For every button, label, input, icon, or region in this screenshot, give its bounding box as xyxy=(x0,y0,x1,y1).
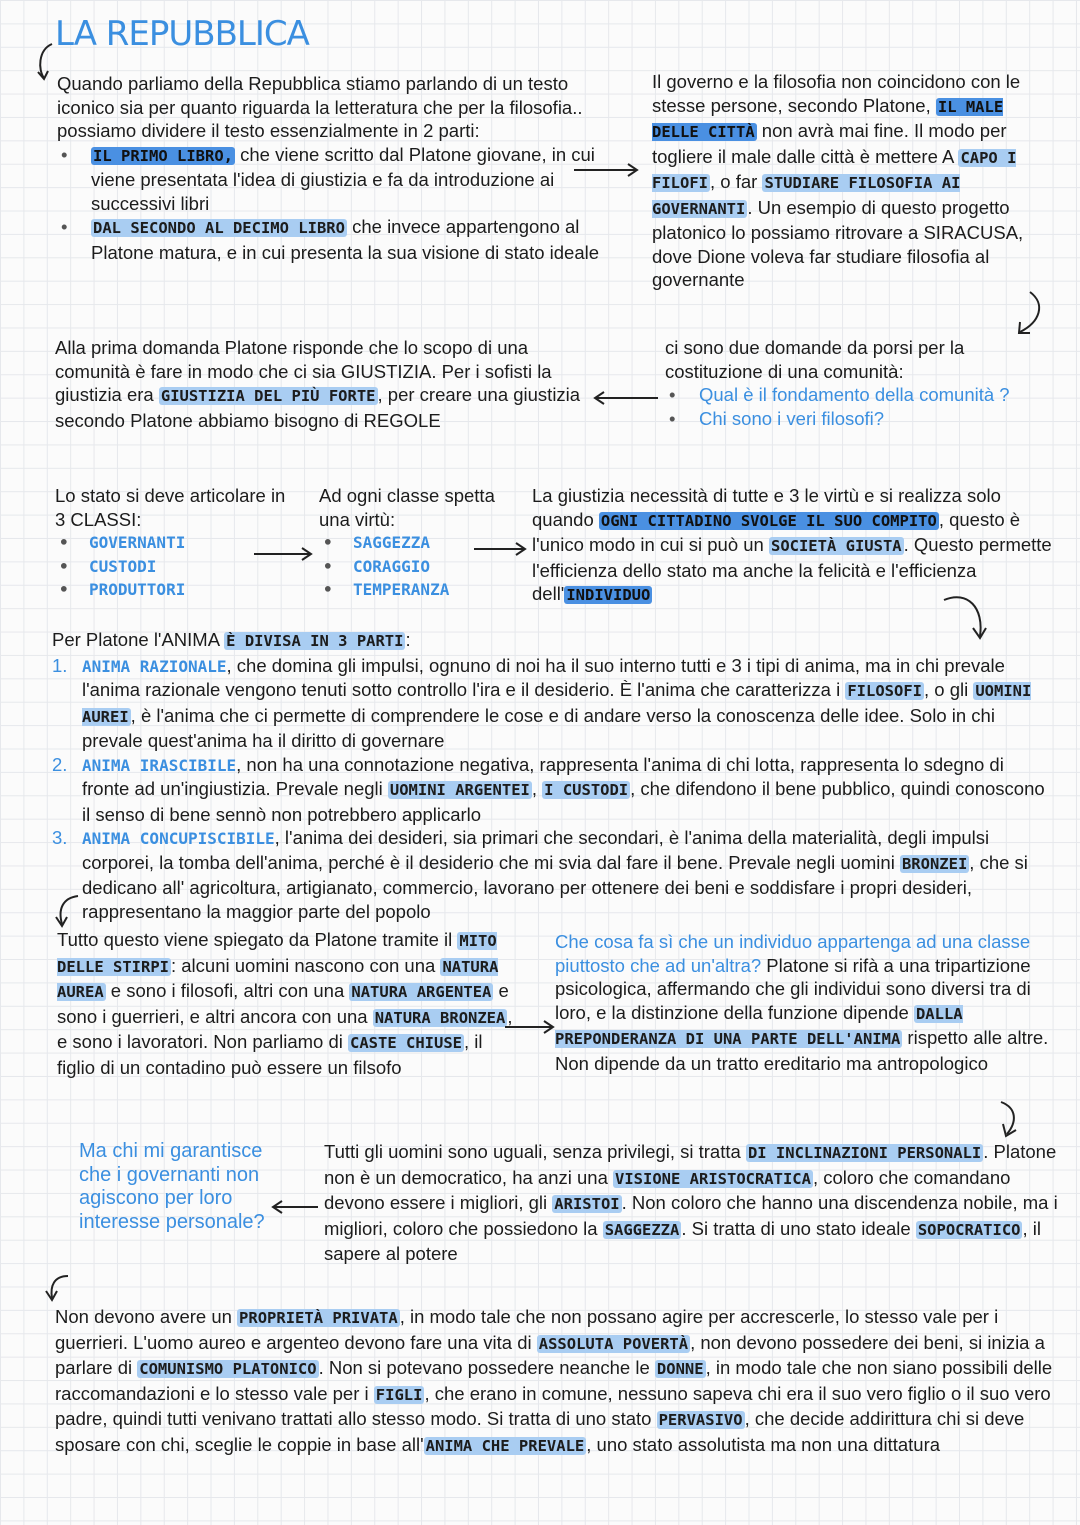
text: . Un esempio di questo progetto platonico lo possiamo ritrovare a SIRACUSA, dove Dione voleva far studiare filosofia al governante xyxy=(652,196,1024,290)
text: , non ha una connotazione negativa, rappresenta l'anima di chi lotta, rappresenta lo sdegno di fronte ad un'ingiustizia. Prevale negli xyxy=(82,753,1004,799)
curved-arrow-icon xyxy=(995,1098,1025,1143)
list-item: 2. ANIMA IRASCIBILE, non ha una connotazione negativa, rappresenta l'anima di chi lotta, rappresenta lo sdegno di fronte ad un'ingiustizia. Prevale negli UOMINI ARGENTEI , I CUSTODI , che difendono il bene pubblico, quindi conoscono il senso di bene sennò non potrebbero applicarlo xyxy=(52,753,1045,825)
text: , che domina gli impulsi, ognuno di noi ha il suo interno tutti e 3 i tipi di anima, ma in chi prevale l'anima razionale vengono tenuti sotto controllo l'ira e il desiderio. È l'anima che caratterizza i xyxy=(82,654,1005,700)
classi-block xyxy=(55,484,295,602)
giustizia-block xyxy=(532,484,1062,608)
list-item: • CORAGGIO xyxy=(319,555,509,579)
highlight: COMUNISMO PLATONICO xyxy=(139,1360,317,1378)
text: , o gli xyxy=(923,679,974,700)
text: , per creare una giustizia secondo Platone abbiamo bisogno di REGOLE xyxy=(55,384,581,431)
text: , non devono possedere dei beni, si inizia a parlare di xyxy=(55,1331,1045,1378)
text: , l'anima dei desideri, sia primari che secondari, è l'anima della materialità, degli impulsi corporei, la tomba dell'anima, perché è il desiderio che mi svia dal fare il bene. Prevale negli uomini xyxy=(82,827,990,873)
highlight: PROPRIETÀ PRIVATA xyxy=(239,1309,398,1327)
text: , uno stato assolutista ma non una dittatura xyxy=(586,1433,941,1455)
risposta-block xyxy=(55,336,585,432)
text: , che erano in comune, nessuno sapeva chi era il suo vero figlio o il suo vero padre, quindi tutti venivano trattati allo stesso modo. Si tratta di uno stato xyxy=(55,1382,1051,1429)
text: . Questo permette l'efficienza dello stato ma anche la felicità e l'efficienza dell' xyxy=(532,534,1052,604)
text: Ad ogni classe spetta una virtù: xyxy=(319,485,495,530)
text: , è l'anima che ci permette di comprendere le cose e di andare verso la conoscenza delle idee. Solo in chi prevale quest'anima ha il diritto di governare xyxy=(82,704,995,751)
text: Tutto questo viene spiegato da Platone tramite il xyxy=(57,929,458,950)
intro-block xyxy=(57,72,617,264)
text: Non devono avere un xyxy=(55,1306,238,1327)
text: , che decide addirittura chi si deve sposare con chi, sceglie le coppie in base all' xyxy=(55,1408,1025,1455)
list-item xyxy=(57,215,617,264)
arrow-right-icon xyxy=(572,162,642,178)
list-item: • CUSTODI xyxy=(55,555,295,579)
highlight: È DIVISA IN 3 PARTI xyxy=(226,632,404,650)
highlight: NATURA AUREA xyxy=(57,957,499,1001)
highlight: DONNE xyxy=(656,1360,704,1378)
curved-arrow-icon xyxy=(30,40,60,85)
text: , coloro che comandano devono essere i migliori, gli xyxy=(324,1166,1011,1213)
list-item: 1. ANIMA RAZIONALE, che domina gli impulsi, ognuno di noi ha il suo interno tutti e 3 i tipi di anima, ma in chi prevale l'anima razionale vengono tenuti sotto controllo l'ira e il desiderio. È l'anima che caratterizza i FILOSOFI , o gli UOMINI AUREI , è l'anima che ci permette di comprendere le cose e di andare verso la conoscenza delle idee. Solo in chi prevale quest'anima ha il diritto di governare xyxy=(52,654,1032,751)
highlight: FILOSOFI xyxy=(847,682,922,700)
list-item: • Qual è il fondamento della comunità ? xyxy=(665,383,1045,407)
highlight: SOCIETÀ GIUSTA xyxy=(770,537,902,555)
uguali-block xyxy=(324,1140,1059,1266)
text: non avrà mai fine. Il modo per togliere il male dalle città è mettere A xyxy=(652,120,1007,167)
text: , in modo tale che non siano possibili delle raccomandazioni e lo stesso vale per i xyxy=(55,1357,1053,1404)
text: , xyxy=(531,778,543,799)
text: . Non si potevano possedere neanche le xyxy=(318,1357,655,1378)
text: . Platone non è un democratico, ha anzi una xyxy=(324,1141,1057,1188)
text: , il sapere al potere xyxy=(324,1217,1041,1264)
text: : xyxy=(405,629,411,650)
text: ci sono due domande da porsi per la costituzione di una comunità: xyxy=(665,337,965,382)
arrow-right-icon xyxy=(503,1019,558,1035)
intro-text: Quando parliamo della Repubblica stiamo parlando di un testo iconico sia per quanto riguarda la letteratura che per la filosofia.. possiamo dividere il testo essenzialmente in 2 parti: xyxy=(57,73,583,141)
highlight: IL PRIMO LIBRO, xyxy=(93,146,233,165)
text: e sono i guerrieri, e altri ancora con una xyxy=(57,980,509,1027)
highlight: UOMINI AUREI xyxy=(82,682,1032,726)
text: . Non coloro che hanno una discendenza nobile, ma i migliori, coloro che possiedono la xyxy=(324,1192,1058,1239)
curved-arrow-icon xyxy=(1010,290,1050,340)
arrow-right-icon xyxy=(252,546,317,562)
arrow-left-icon xyxy=(268,1199,320,1215)
anima-name: ANIMA CONCUPISCIBILE xyxy=(82,829,275,848)
highlight: OGNI CITTADINO SVOLGE IL SUO COMPITO xyxy=(600,511,937,530)
item-text: che viene scritto dal Platone giovane, in cui viene presentata l'idea di giustizia e fa da introduzione ai successivi libri xyxy=(91,143,595,214)
text: Lo stato si deve articolare in 3 CLASSI: xyxy=(55,485,286,530)
list-item: 3. ANIMA CONCUPISCIBILE, l'anima dei desideri, sia primari che secondari, è l'anima della materialità, degli impulsi corporei, la tomba dell'anima, perché è il desiderio che mi svia dal fare il bene. Prevale negli uomini BRONZEI , che si dedicano all' agricoltura, artigianato, commercio, lavorano per ottenere dei beni e soddisfare i propri desideri, rappresentano la maggior parte del popolo xyxy=(52,827,1028,922)
highlight: VISIONE ARISTOCRATICA xyxy=(615,1169,811,1188)
highlight: PERVASIVO xyxy=(658,1411,743,1429)
curved-arrow-icon xyxy=(42,1272,72,1308)
text: rispetto alle altre. Non dipende da un tratto ereditario ma antropologico xyxy=(555,1027,1049,1074)
highlight: SAGGEZZA xyxy=(604,1220,680,1239)
highlight: DI INCLINAZIONI PERSONALI xyxy=(747,1144,982,1162)
item-text: che invece appartengono al Platone matura, e in cui presenta la sua visione di stato ideale xyxy=(91,216,600,263)
highlight: BRONZEI xyxy=(901,854,968,873)
highlight: ASSOLUTA POVERTÀ xyxy=(538,1334,689,1353)
highlight: GIUSTIZIA DEL PIÙ FORTE xyxy=(160,387,376,405)
comunismo-block xyxy=(55,1305,1055,1458)
list-item: • Chi sono i veri filosofi? xyxy=(665,407,1045,431)
governo-block xyxy=(652,70,1052,292)
highlight: MITO DELLE STIRPI xyxy=(57,932,497,976)
text: Tutti gli uomini sono uguali, senza privilegi, si tratta xyxy=(324,1141,746,1162)
text: , che difendono il bene pubblico, quindi conoscono il senso di bene sennò non potrebbero applicarlo xyxy=(82,778,1045,825)
arrow-left-icon xyxy=(590,390,660,406)
highlight: ARISTOI xyxy=(554,1195,620,1213)
text: , e sono i lavoratori. Non parliamo di xyxy=(57,1005,513,1052)
list-item xyxy=(57,143,617,216)
garanzia-block xyxy=(79,1140,269,1234)
highlight: UOMINI ARGENTEI xyxy=(389,781,530,799)
text: . Si tratta di uno stato ideale xyxy=(681,1217,916,1239)
question-text: Ma chi mi garantisce che i governanti non agiscono per loro interesse personale? xyxy=(79,1140,265,1233)
text: La giustizia necessità di tutte e 3 le virtù e si realizza solo quando xyxy=(532,485,1001,530)
text: : alcuni uomini nascono con una xyxy=(170,954,441,976)
text: e sono i filosofi, altri con una xyxy=(105,980,350,1001)
highlight: I CUSTODI xyxy=(544,781,629,799)
text: Per Platone l'ANIMA xyxy=(52,629,225,650)
text: , il figlio di un contadino può essere un filsofo xyxy=(57,1031,483,1078)
highlight: FIGLI xyxy=(375,1385,423,1404)
highlight: CAPO I FILOFI xyxy=(652,148,1017,192)
text: , o far xyxy=(710,171,763,192)
highlight: NATURA BRONZEA xyxy=(374,1008,506,1027)
arrow-right-icon xyxy=(472,541,530,557)
list-item: • PRODUTTORI xyxy=(55,578,295,602)
list-item: • GOVERNANTI xyxy=(55,531,295,555)
page-title: LA REPUBBLICA xyxy=(55,14,309,54)
text: Platone si rifà a una tripartizione psicologica, affermando che gli individui sono diversi tra di loro, e la distinzione della funzione dipende xyxy=(555,954,1031,1023)
highlight: ANIMA CHE PREVALE xyxy=(425,1436,585,1455)
list-item: • SAGGEZZA xyxy=(319,531,509,555)
anima-name: ANIMA RAZIONALE xyxy=(82,656,227,676)
text: Alla prima domanda Platone risponde che lo scopo di una comunità è fare in modo che ci sia GIUSTIZIA. Per i sofisti la giustizia era xyxy=(55,337,552,405)
anima-name: ANIMA IRASCIBILE xyxy=(82,755,237,775)
text: , che si dedicano all' agricoltura, artigianato, commercio, lavorano per ottenere dei beni e soddisfare i propri desideri, rappresentano la maggior parte del popolo xyxy=(82,851,1028,922)
domande-block xyxy=(665,336,1045,430)
question-text: Che cosa fa sì che un individuo appartenga ad una classe piuttosto che ad un'altra? xyxy=(555,931,1031,976)
list-item: • TEMPERANZA xyxy=(319,578,509,602)
highlight: DALLA PREPONDERANZA DI UNA PARTE DELL'ANIMA xyxy=(555,1004,963,1048)
mito-block xyxy=(57,928,519,1079)
anima-block xyxy=(52,628,1052,923)
highlight: INDIVIDUO xyxy=(566,586,651,604)
text: , in modo tale che non possano agire per accrescerle, lo stesso vale per i guerrieri. L'uomo aureo e argenteo devono fare una vita di xyxy=(55,1306,999,1353)
highlight: NATURA ARGENTEA xyxy=(351,983,492,1001)
highlight: IL MALE DELLE CITTÀ xyxy=(652,97,1004,141)
individuo-block xyxy=(555,930,1055,1075)
highlight: SOPOCRATICO xyxy=(917,1220,1021,1239)
text: Il governo e la filosofia non coincidono con le stesse persone, secondo Platone, xyxy=(652,71,1021,116)
highlight: DAL SECONDO AL DECIMO LIBRO xyxy=(93,219,345,237)
curved-arrow-icon xyxy=(52,892,82,932)
highlight: CASTE CHIUSE xyxy=(350,1034,462,1052)
text: , questo è l'unico modo in cui si può un xyxy=(532,508,1021,555)
highlight: STUDIARE FILOSOFIA AI GOVERNANTI xyxy=(652,174,961,218)
